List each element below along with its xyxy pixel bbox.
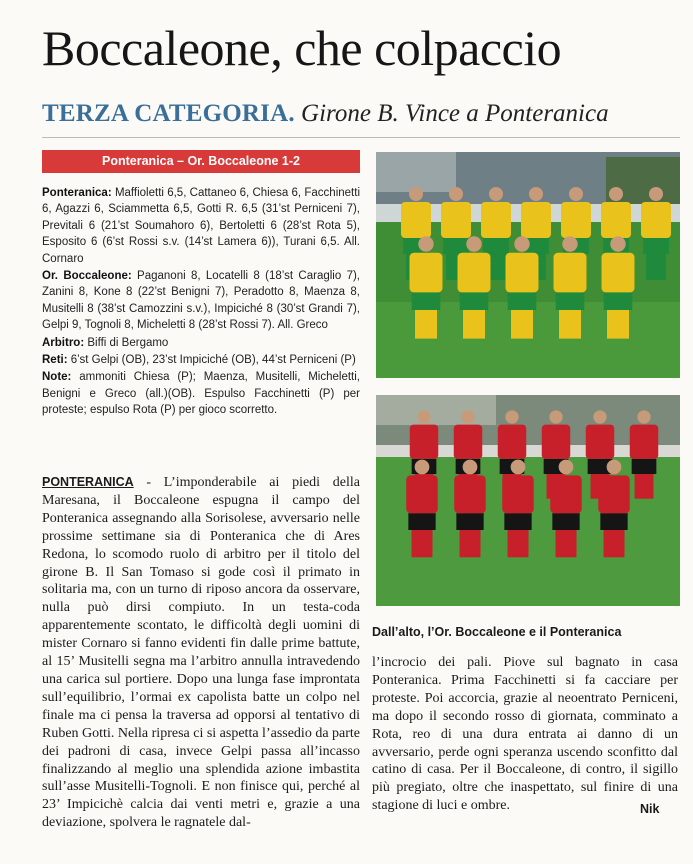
section-category: TERZA CATEGORIA. [42,100,295,127]
divider [42,137,680,138]
team-photo-ponteranica [376,395,680,606]
headline: Boccaleone, che colpaccio [42,20,562,76]
boccaleone-lineup: Or. Boccaleone: Paganoni 8, Locatelli 8 (18’st Caraglio 7), Zanini 8, Kone 8 (22’st Benigni 7), Peradotto 8, Maenza 8, Musitelli 8 (38’st Camozzini s.v.), Impiciché 8 (30’st Grandi 7), Gelpi 9, Tognoli 8, Micheletti 8 (28’st Rossi 7). All. Greco [42,270,360,332]
subheadline-text: Girone B. Vince a Ponteranica [294,100,609,127]
match-box [42,150,360,420]
ponteranica-lineup: Ponteranica: Maffioletti 6,5, Cattaneo 6, Chiesa 6, Facchinetti 6, Agazzi 6, Sciammetta 6,5, Gotti R. 6,5 (31’st Perniceni 7), Previtali 6 (21’st Soumahoro 6), Bertoletti 6 (28’st Rota 5), Esposito 6 (6’st Rossi s.v. (14’st Lamera 6)), Turani 6,5. All. Cornaro [42,187,360,265]
team-photo-boccaleone [376,152,680,378]
referee: Arbitro: Biffi di Bergamo [42,336,169,349]
photo-caption: Dall’alto, l’Or. Boccaleone e il Ponteranica [372,625,622,639]
article-column-2: l’incrocio dei pali. Piove sul bagnato in casa Ponteranica. Prima Facchinetti si fa cacciare per proteste. Poi accorcia, grazie al neoentrato Perniceni, ma dopo il secondo rosso di giornata, comminato a Rota, reo di una dura entrata ai danno di un avversario, perde ogni speranza uscendo sconfitto dal catino di casa. Per il Boccaleone, di contro, il sigillo più pregiato, oltre che inaspettato, sul finire di una stagione di luci e ombre. [372,655,678,814]
author-signature: Nik [640,802,660,816]
match-report-tabellino [42,185,360,419]
article-text-1: - L’imponderabile ai piedi della Maresana, il Boccaleone espugna il campo del Ponteranica assegnando alla Sorisolese, avversario nelle prossime settimane sia di Ponteranica che di Ares Redona, lo scomodo ruolo di arbitro per il titolo del girone B. Il San Tomaso si gode così il primato in solitaria ma, con un turno di riposo ancora da osservare, nulla può dirsi compiuto. In un testa-coda apparentemente scontato, le difficoltà degli uomini di mister Cornaro si fanno evidenti fin dalle prime battute, al 15’ Musitelli segna ma l’arbitro annulla intravedendo una carica sul portiere. Dopo una lunga fase improntata sull’equilibrio, l’ormai ex capolista batte un colpo nel finale ma ci pensa la traversa ad opporsi al tentativo di Ruben Gotti. Nella ripresa ci si aspetta l’assedio da parte dei padroni di casa, invece Gelpi passa all’incasso finalizzando al meglio una splendida azione imbastita sull’asse Musitelli-Tognoli. E non finisce qui, perché al 23’ Impicichè calcia dai venti metri e, grazie a una deviazione, spolvera le ragnatele dal- [42,475,361,831]
subheadline [42,98,682,130]
notes: Note: ammoniti Chiesa (P); Maenza, Musitelli, Micheletti, Benigni e Greco (all.)(OB). Espulso Facchinetti (P) per proteste; espulso Rota (P) per gioco scorretto. [42,371,360,417]
match-result-bar: Ponteranica – Or. Boccaleone 1-2 [42,150,360,173]
article-column-1 [42,474,360,832]
dateline: PONTERANICA [42,475,134,489]
goals: Reti: 6’st Gelpi (OB), 23’st Impiciché (OB), 44’st Perniceni (P) [42,354,356,367]
